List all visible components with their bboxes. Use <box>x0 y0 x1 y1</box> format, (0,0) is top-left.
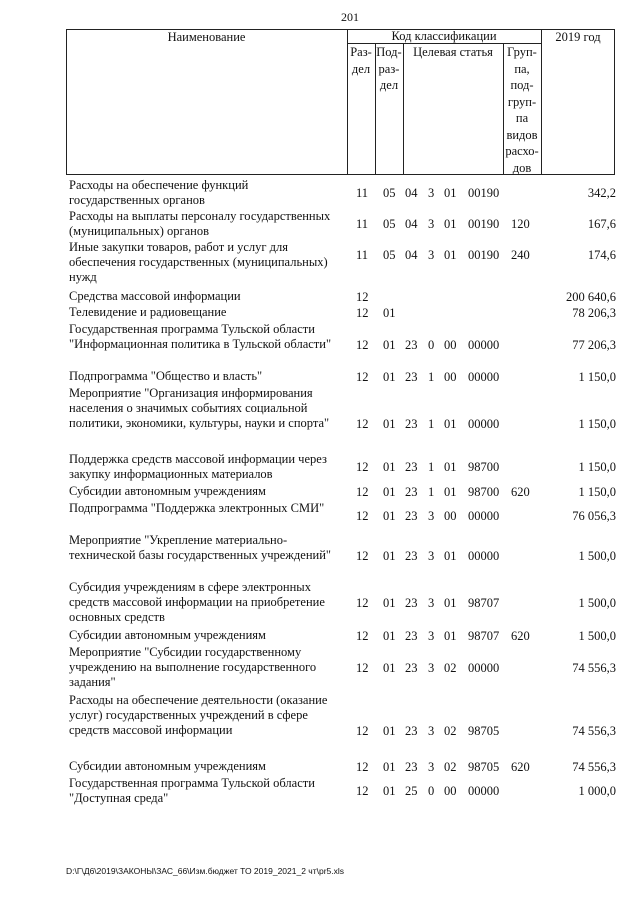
row-code-t2: 3 <box>428 186 435 200</box>
row-code-t2: 0 <box>428 784 435 798</box>
row-code-t2: 1 <box>428 417 435 431</box>
row-amount: 1 500,0 <box>578 596 616 610</box>
row-code-t4: 00000 <box>468 661 500 675</box>
row-code-t4: 00000 <box>468 370 500 384</box>
row-amount: 74 556,3 <box>572 724 616 738</box>
row-code-t4: 00190 <box>468 186 500 200</box>
row-code-t4: 98700 <box>468 485 500 499</box>
row-name: Расходы на выплаты персоналу государственных (муниципальных) органов <box>69 209 331 238</box>
row-name: Государственная программа Тульской области "Доступная среда" <box>69 776 315 805</box>
row-code-rz: 12 <box>356 509 369 523</box>
row-code-rz: 12 <box>356 417 369 431</box>
row-amount: 77 206,3 <box>572 338 616 352</box>
row-code-t2: 1 <box>428 460 435 474</box>
row-amount: 1 000,0 <box>578 784 616 798</box>
row-code-t3: 02 <box>444 724 457 738</box>
row-name: Мероприятие "Организация информирования населения о значимых событиях социальной политики, экономики, культуры, науки и спорта" <box>69 386 330 430</box>
row-code-rz: 12 <box>356 485 369 499</box>
row-code-t2: 3 <box>428 248 435 262</box>
row-code-pr: 01 <box>383 417 396 431</box>
row-code-t1: 23 <box>405 417 418 431</box>
row-amount: 74 556,3 <box>572 661 616 675</box>
row-amount: 1 150,0 <box>578 485 616 499</box>
row-code-t1: 23 <box>405 724 418 738</box>
row-code-pr: 01 <box>383 724 396 738</box>
row-name: Субсидии автономным учреждениям <box>69 484 266 498</box>
row-name: Подпрограмма "Поддержка электронных СМИ" <box>69 501 325 515</box>
row-code-t4: 98707 <box>468 596 500 610</box>
row-code-t1: 04 <box>405 217 418 231</box>
row-code-t2: 3 <box>428 509 435 523</box>
row-code-vr: 240 <box>511 248 530 262</box>
row-code-t3: 01 <box>444 485 457 499</box>
row-amount: 1 500,0 <box>578 629 616 643</box>
row-code-rz: 12 <box>356 549 369 563</box>
row-name: Поддержка средств массовой информации через закупку информационных материалов <box>69 452 327 481</box>
row-code-pr: 05 <box>383 248 396 262</box>
row-code-t2: 3 <box>428 629 435 643</box>
row-name: Мероприятие "Укрепление материально- технической базы государственных учреждений" <box>69 533 332 562</box>
row-amount: 200 640,6 <box>566 290 616 304</box>
row-code-t3: 01 <box>444 549 457 563</box>
row-code-t3: 01 <box>444 629 457 643</box>
header-year: 2019 год <box>555 30 601 44</box>
row-code-t3: 02 <box>444 661 457 675</box>
row-name: Субсидии автономным учреждениям <box>69 759 266 773</box>
row-code-rz: 12 <box>356 306 369 320</box>
row-name: Подпрограмма "Общество и власть" <box>69 369 263 383</box>
row-code-t3: 01 <box>444 186 457 200</box>
row-code-t4: 98700 <box>468 460 500 474</box>
row-code-t2: 3 <box>428 217 435 231</box>
row-code-rz: 12 <box>356 784 369 798</box>
row-code-t3: 02 <box>444 760 457 774</box>
row-amount: 1 150,0 <box>578 460 616 474</box>
row-code-t3: 01 <box>444 217 457 231</box>
row-name: Средства массовой информации <box>69 289 241 303</box>
row-code-pr: 01 <box>383 760 396 774</box>
row-code-t1: 23 <box>405 760 418 774</box>
row-code-rz: 12 <box>356 370 369 384</box>
row-code-t1: 23 <box>405 370 418 384</box>
file-path-footer: D:\Г\Д6\2019\ЗАКОНЫ\ЗАС_66\Изм.бюджет ТО 2019_2021_2 чт\pr5.xls <box>66 866 345 876</box>
row-code-t3: 01 <box>444 596 457 610</box>
row-code-t1: 25 <box>405 784 418 798</box>
row-code-t2: 1 <box>428 370 435 384</box>
row-code-t1: 23 <box>405 549 418 563</box>
row-code-t4: 00190 <box>468 217 500 231</box>
row-code-t1: 04 <box>405 248 418 262</box>
row-code-rz: 12 <box>356 596 369 610</box>
header-target: Целевая статья <box>413 45 493 59</box>
row-code-t1: 23 <box>405 596 418 610</box>
row-code-rz: 11 <box>356 186 369 200</box>
row-code-rz: 12 <box>356 760 369 774</box>
row-code-vr: 120 <box>511 217 530 231</box>
page-number: 201 <box>341 10 359 24</box>
row-code-t4: 00000 <box>468 338 500 352</box>
row-code-pr: 05 <box>383 217 396 231</box>
row-code-t2: 1 <box>428 485 435 499</box>
row-code-rz: 11 <box>356 248 369 262</box>
row-code-t4: 98707 <box>468 629 500 643</box>
row-code-pr: 01 <box>383 784 396 798</box>
row-code-t3: 00 <box>444 509 457 523</box>
row-code-t3: 00 <box>444 784 457 798</box>
header-group: Груп- па, под- груп- па видов расхо- дов <box>505 45 539 175</box>
row-amount: 1 150,0 <box>578 370 616 384</box>
row-code-vr: 620 <box>511 485 530 499</box>
row-amount: 174,6 <box>587 248 616 262</box>
row-code-t1: 23 <box>405 460 418 474</box>
row-code-vr: 620 <box>511 760 530 774</box>
row-code-t3: 01 <box>444 460 457 474</box>
row-amount: 76 056,3 <box>572 509 616 523</box>
row-code-rz: 12 <box>356 629 369 643</box>
row-code-pr: 01 <box>383 549 396 563</box>
row-code-t4: 00000 <box>468 509 500 523</box>
row-name: Расходы на обеспечение деятельности (оказание услуг) государственных учреждений в сфере средств массовой информации <box>69 693 328 737</box>
row-code-t2: 3 <box>428 596 435 610</box>
row-code-t4: 00000 <box>468 549 500 563</box>
row-code-t3: 01 <box>444 417 457 431</box>
header-podrazdel: Под- раз- дел <box>376 45 402 92</box>
header-code: Код классификации <box>391 29 497 43</box>
row-code-t4: 98705 <box>468 724 500 738</box>
row-name: Иные закупки товаров, работ и услуг для обеспечения государственных (муниципальных) нужд <box>69 240 328 284</box>
row-code-pr: 01 <box>383 509 396 523</box>
row-code-rz: 12 <box>356 661 369 675</box>
row-code-t3: 00 <box>444 338 457 352</box>
row-name: Субсидии автономным учреждениям <box>69 628 266 642</box>
header-name: Наименование <box>167 30 246 44</box>
row-name: Расходы на обеспечение функций государственных органов <box>69 178 249 207</box>
row-code-t2: 3 <box>428 724 435 738</box>
row-code-t1: 23 <box>405 629 418 643</box>
row-code-pr: 01 <box>383 370 396 384</box>
row-code-rz: 12 <box>356 724 369 738</box>
row-code-t2: 3 <box>428 661 435 675</box>
row-amount: 1 500,0 <box>578 549 616 563</box>
row-code-t4: 98705 <box>468 760 500 774</box>
row-code-t1: 23 <box>405 661 418 675</box>
row-code-pr: 01 <box>383 629 396 643</box>
row-code-t4: 00190 <box>468 248 500 262</box>
row-amount: 1 150,0 <box>578 417 616 431</box>
row-code-t3: 01 <box>444 248 457 262</box>
row-code-t4: 00000 <box>468 784 500 798</box>
row-amount: 74 556,3 <box>572 760 616 774</box>
row-code-t1: 04 <box>405 186 418 200</box>
row-name: Телевидение и радиовещание <box>69 305 227 319</box>
row-name: Субсидия учреждениям в сфере электронных средств массовой информации на приобретение основных средств <box>69 580 325 624</box>
row-code-pr: 01 <box>383 661 396 675</box>
row-code-t1: 23 <box>405 509 418 523</box>
row-code-t2: 3 <box>428 549 435 563</box>
row-code-t1: 23 <box>405 338 418 352</box>
row-code-rz: 12 <box>356 338 369 352</box>
row-code-pr: 01 <box>383 338 396 352</box>
row-amount: 342,2 <box>587 186 616 200</box>
row-amount: 78 206,3 <box>572 306 616 320</box>
row-code-vr: 620 <box>511 629 530 643</box>
row-code-pr: 05 <box>383 186 396 200</box>
row-amount: 167,6 <box>587 217 616 231</box>
row-name: Государственная программа Тульской области "Информационная политика в Тульской области" <box>69 322 332 351</box>
row-code-rz: 12 <box>356 290 369 304</box>
row-code-t4: 00000 <box>468 417 500 431</box>
row-code-t3: 00 <box>444 370 457 384</box>
row-name: Мероприятие "Субсидии государственному учреждению на выполнение государственного задания" <box>69 645 317 689</box>
header-razdel: Раз- дел <box>350 45 372 76</box>
row-code-rz: 12 <box>356 460 369 474</box>
row-code-pr: 01 <box>383 596 396 610</box>
row-code-t2: 3 <box>428 760 435 774</box>
row-code-pr: 01 <box>383 485 396 499</box>
row-code-rz: 11 <box>356 217 369 231</box>
row-code-pr: 01 <box>383 460 396 474</box>
row-code-pr: 01 <box>383 306 396 320</box>
row-code-t1: 23 <box>405 485 418 499</box>
row-code-t2: 0 <box>428 338 435 352</box>
